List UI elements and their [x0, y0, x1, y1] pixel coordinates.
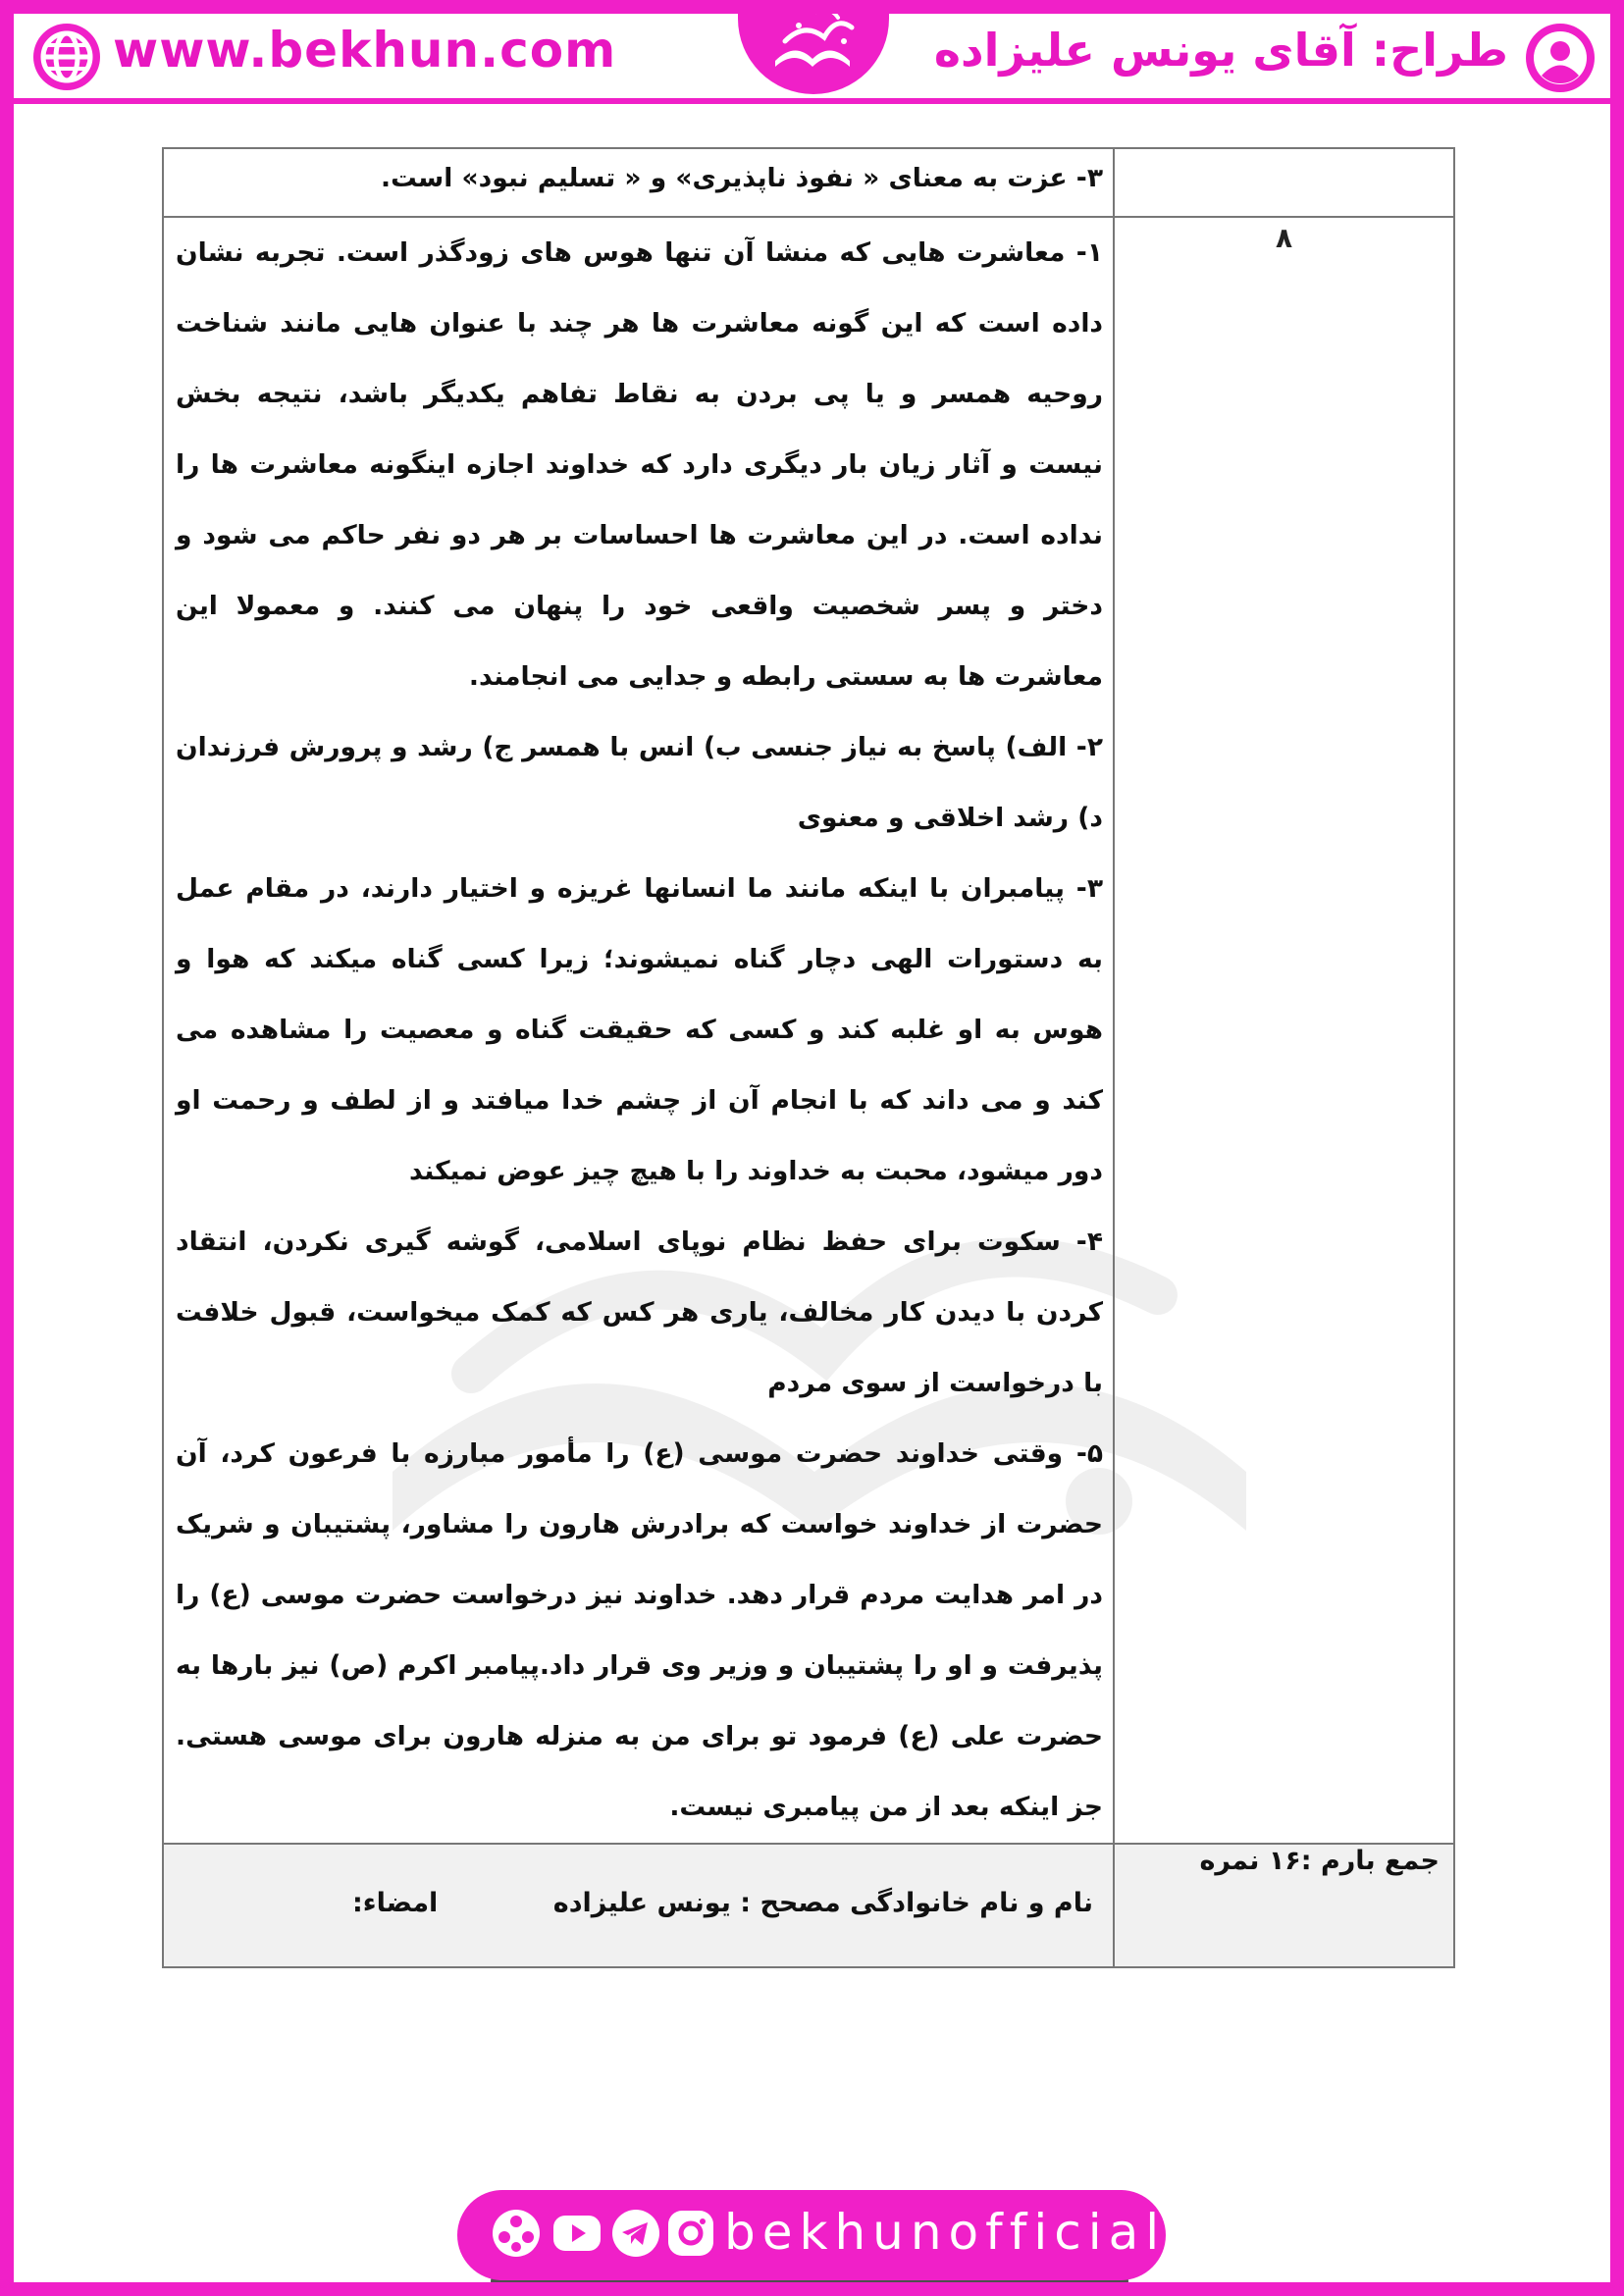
- answer-table: [162, 147, 1455, 1968]
- total-score: جمع بارم :۱۶ نمره: [1114, 1844, 1454, 1967]
- globe-icon: [31, 22, 102, 92]
- answer-cell: [163, 148, 1114, 217]
- aparat-icon[interactable]: [491, 2208, 542, 2259]
- answer-paragraph: ۵- وقتی خداوند حضرت موسی (ع) را مأمور مبارزه با فرعون کرد، آن حضرت از خداوند خواست که برادرش هارون را مشاور، پشتیبان و شریک در امر هدایت مردم قرار دهد. خداوند نیز درخواست حضرت موسی (ع) را پذیرفت و او را پشتیبان و وزیر وی قرار داد.پیامبر اکرم (ص) نیز بارها به حضرت علی (ع) فرمود تو برای من به منزله هارون برای موسی هستی. جز اینکه بعد از من پیامبری نیست.: [176, 1438, 1103, 1822]
- corrector-name: نام و نام خانوادگی مصحح : یونس علیزاده: [552, 1888, 1093, 1918]
- instagram-icon[interactable]: [665, 2208, 716, 2259]
- answer-paragraph: ۲- الف) پاسخ به نیاز جنسی ب) انس با همسر ج) رشد و پرورش فرزندان د) رشد اخلاقی و معنوی: [176, 732, 1103, 833]
- table-row: [163, 148, 1454, 217]
- designer-credit: طراح: آقای یونس علیزاده: [933, 24, 1508, 77]
- answer-paragraph: ۴- سکوت برای حفظ نظام نوپای اسلامی، گوشه گیری نکردن، انتقاد کردن با دیدن کار مخالف، یاری هر کس که کمک میخواست، قبول خلافت با درخواست از سوی مردم: [176, 1226, 1103, 1398]
- answer-paragraph: ۱- معاشرت هایی که منشا آن تنها هوس های زودگذر است. تجربه نشان داده است که این گونه معاشرت ها هر چند با عنوان هایی مانند شناخت روحیه همسر و یا پی بردن به نقاط تفاهم یکدیگر باشد، نتیجه بخش نیست و آثار زیان بار دیگری دارد که خداوند اجازه اینگونه معاشرت ها را نداده است. در این معاشرت ها احساسات بر هر دو نفر حاکم می شود و دختر و پسر شخصیت واقعی خود را پنهان می کنند. و معمولا این معاشرت ها به سستی رابطه و جدایی می انجامند.: [176, 237, 1103, 692]
- question-number: [1114, 148, 1454, 217]
- corrector-cell: [163, 1844, 1114, 1967]
- table-row: [163, 217, 1454, 1844]
- answer-paragraph: ۳- پیامبران با اینکه مانند ما انسانها غریزه و اختیار دارند، در مقام عمل به دستورات الهی دچار گناه نمیشوند؛ زیرا کسی گناه میکند که هوا و هوس به او غلبه کند و کسی که حقیقت گناه و معصیت را مشاهده می کند و می داند که با انجام آن از چشم خدا میافتد و از لطف و رحمت او دور میشود، محبت به خداوند را با هیچ چیز عوض نمیکند: [176, 873, 1103, 1186]
- answer-cell: [163, 217, 1114, 1844]
- user-profile-icon: [1524, 22, 1597, 94]
- signature-label: امضاء:: [352, 1888, 439, 1918]
- site-url-link[interactable]: www.bekhun.com: [113, 22, 617, 78]
- footer-row: [163, 1844, 1454, 1967]
- social-bar: [457, 2190, 1166, 2280]
- telegram-icon[interactable]: [610, 2208, 661, 2259]
- question-number: ۸: [1114, 217, 1454, 1844]
- social-handle[interactable]: bekhunofficial: [724, 2204, 1167, 2261]
- bekhun-logo: [756, 2, 871, 92]
- youtube-icon[interactable]: [551, 2208, 602, 2259]
- answer-paragraph: ۳- عزت به معنای « نفوذ ناپذیری» و « تسلیم نبود» است.: [381, 163, 1103, 193]
